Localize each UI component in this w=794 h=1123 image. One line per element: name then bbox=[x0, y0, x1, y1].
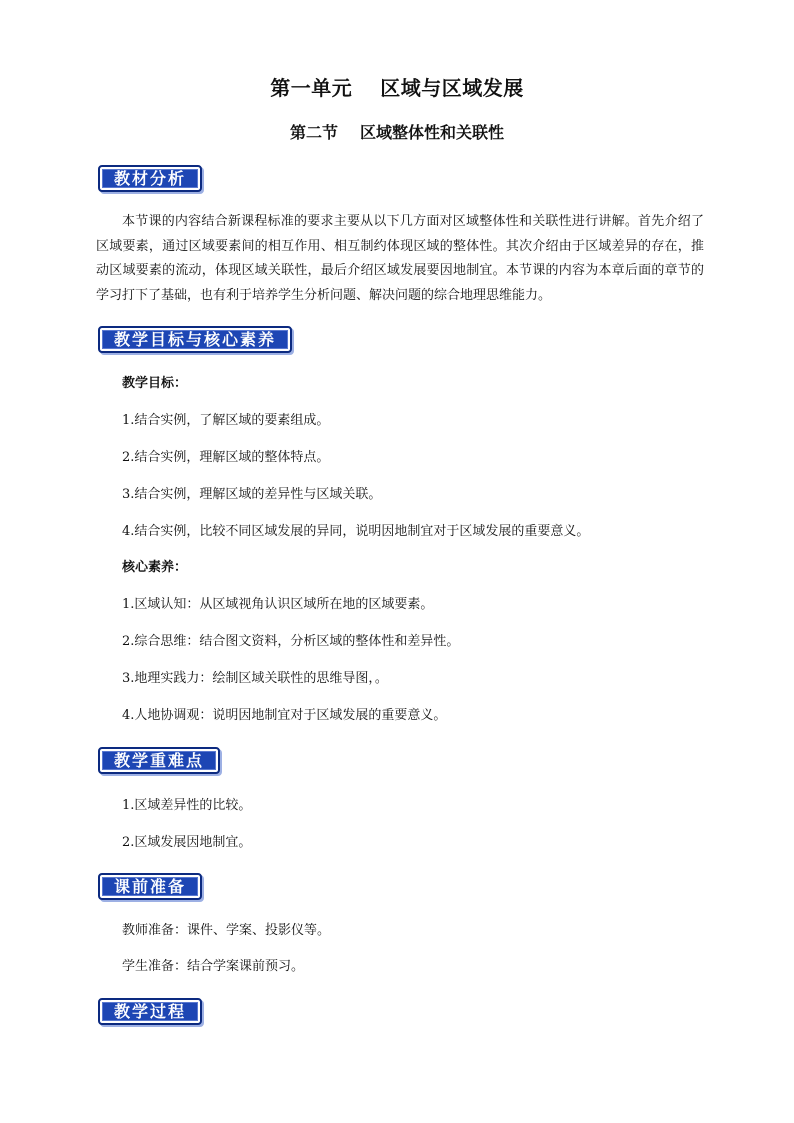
teacher-preparation: 教师准备：课件、学案、投影仪等。 bbox=[122, 923, 331, 938]
unit-title bbox=[0, 72, 794, 101]
objective-item: 3.结合实例，理解区域的差异性与区域关联。 bbox=[122, 487, 382, 502]
key-points-heading: 教学重难点 bbox=[98, 747, 220, 774]
analysis-paragraph: 本节课的内容结合新课程标准的要求主要从以下几方面对区域整体性和关联性进行讲解。首先介绍了区域要素，通过区域要素间的相互作用、相互制约体现区域的整体性。其次介绍由于区域差异的存在，推动区域要素的流动，体现区域关联性，最后介绍区域发展要因地制宜。本节课的内容为本章后面的章节的学习打下了基础，也有利于培养学生分析问题、解决问题的综合地理思维能力。 bbox=[96, 214, 704, 303]
literacy-label: 核心素养： bbox=[122, 560, 188, 575]
objective-item: 2.结合实例，理解区域的整体特点。 bbox=[122, 450, 330, 465]
unit-number: 第一单元 bbox=[270, 76, 353, 100]
literacy-item: 3.地理实践力：绘制区域关联性的思维导图，。 bbox=[122, 671, 388, 686]
section-number: 第二节 bbox=[289, 123, 338, 142]
literacy-item: 1.区域认知：从区域视角认识区域所在地的区域要素。 bbox=[122, 597, 434, 612]
process-heading: 教学过程 bbox=[98, 998, 202, 1025]
key-point-item: 2.区域发展因地制宜。 bbox=[122, 835, 252, 850]
literacy-item: 4.人地协调观：说明因地制宜对于区域发展的重要意义。 bbox=[122, 708, 447, 723]
literacy-item: 2.综合思维：结合图文资料，分析区域的整体性和差异性。 bbox=[122, 634, 460, 649]
preparation-heading: 课前准备 bbox=[98, 873, 202, 900]
section-title bbox=[0, 120, 794, 143]
objective-item: 4.结合实例，比较不同区域发展的异同，说明因地制宜对于区域发展的重要意义。 bbox=[122, 524, 590, 539]
analysis-heading: 教材分析 bbox=[98, 165, 202, 192]
unit-name: 区域与区域发展 bbox=[380, 76, 524, 100]
objectives-label: 教学目标： bbox=[122, 376, 188, 391]
student-preparation: 学生准备：结合学案课前预习。 bbox=[122, 959, 305, 974]
objective-item: 1.结合实例，了解区域的要素组成。 bbox=[122, 413, 330, 428]
section-name: 区域整体性和关联性 bbox=[360, 123, 505, 142]
key-point-item: 1.区域差异性的比较。 bbox=[122, 798, 252, 813]
goals-heading: 教学目标与核心素养 bbox=[98, 326, 292, 353]
